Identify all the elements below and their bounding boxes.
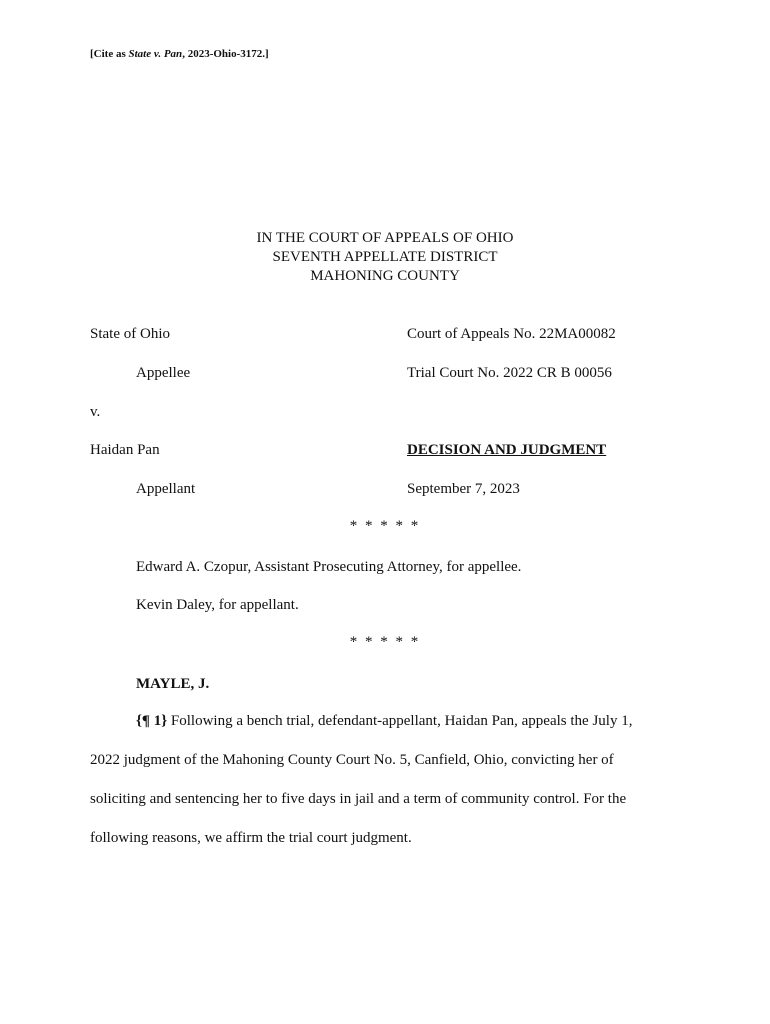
opinion-line-2: 2022 judgment of the Mahoning County Court No. 5, Canfield, Ohio, convicting her of (90, 752, 614, 768)
appellant-role: Appellant (136, 481, 196, 497)
opinion-line-1-text: Following a bench trial, defendant-appellant, Haidan Pan, appeals the July 1, (167, 713, 633, 729)
appeals-case-number: Court of Appeals No. 22MA00082 (407, 326, 616, 342)
citation-header (90, 48, 269, 60)
separator-bottom: * * * * * (349, 634, 421, 650)
district-line: SEVENTH APPELLATE DISTRICT (272, 249, 498, 265)
appellee-role: Appellee (136, 365, 191, 381)
separator-top: * * * * * (349, 518, 421, 534)
trial-case-number: Trial Court No. 2022 CR B 00056 (407, 365, 612, 381)
opinion-line-1 (136, 713, 632, 730)
versus: v. (90, 404, 101, 420)
appellee-name: State of Ohio (90, 326, 170, 342)
counsel-appellee: Edward A. Czopur, Assistant Prosecuting Attorney, for appellee. (136, 559, 522, 575)
county-line: MAHONING COUNTY (310, 268, 460, 284)
decision-date: September 7, 2023 (407, 481, 520, 497)
appellant-name: Haidan Pan (90, 442, 160, 458)
counsel-appellant: Kevin Daley, for appellant. (136, 597, 299, 613)
decision-title: DECISION AND JUDGMENT (407, 442, 607, 458)
court-name-line: IN THE COURT OF APPEALS OF OHIO (256, 230, 514, 246)
paragraph-marker: {¶ 1} (136, 713, 168, 729)
citation-case-name: State v. Pan (128, 48, 183, 60)
opinion-line-3: soliciting and sentencing her to five days in jail and a term of community control. For the (90, 791, 627, 807)
citation-prefix: [Cite as (90, 48, 129, 60)
judge-name: MAYLE, J. (136, 676, 210, 692)
citation-suffix: , 2023-Ohio-3172.] (182, 48, 269, 60)
opinion-line-4: following reasons, we affirm the trial court judgment. (90, 830, 412, 846)
